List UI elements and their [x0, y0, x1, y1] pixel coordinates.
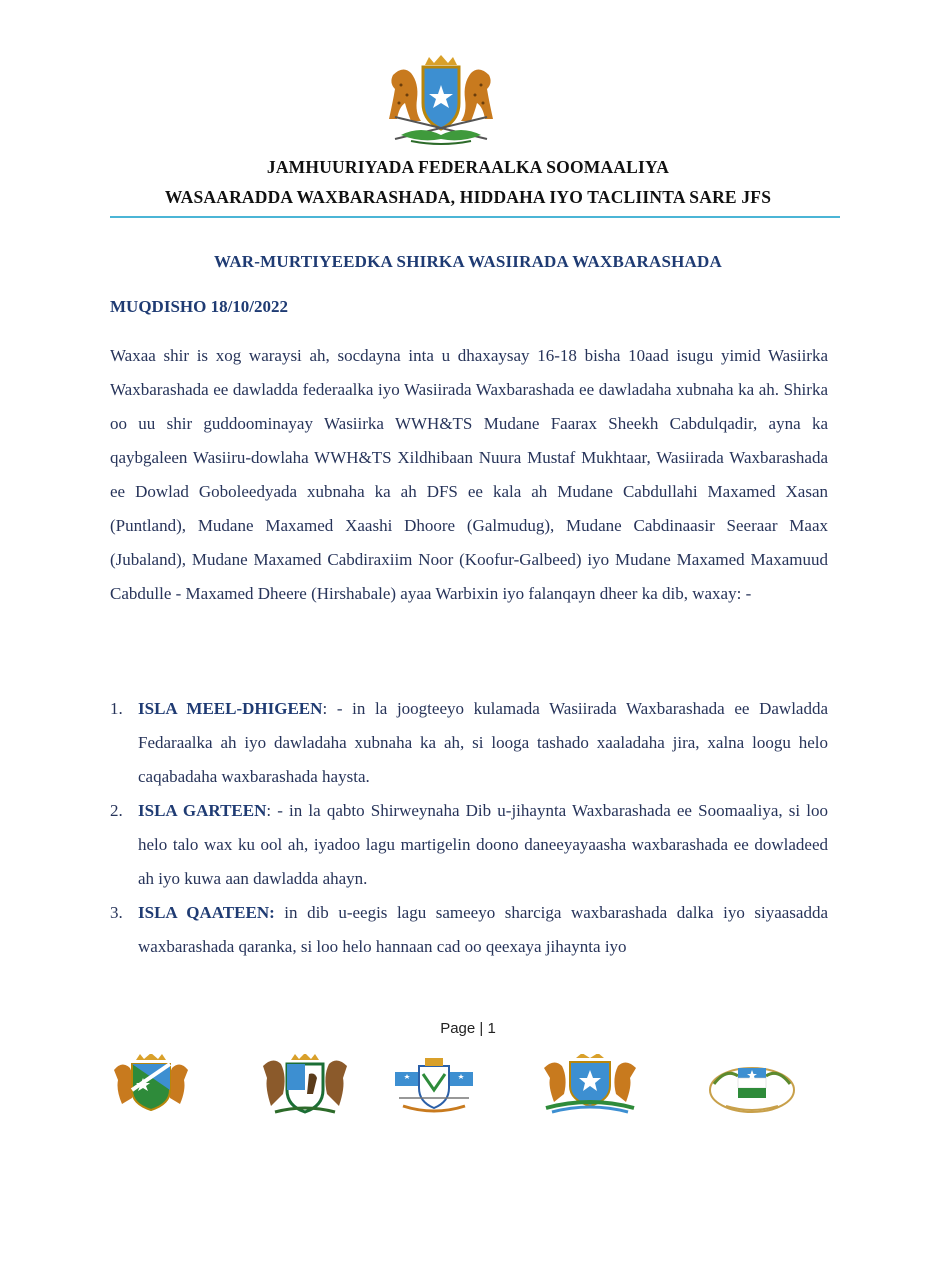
item-heading: ISLA GARTEEN — [138, 801, 267, 820]
header-divider — [110, 216, 840, 218]
galmudug-emblem-icon — [257, 1054, 353, 1116]
ministry-name-heading: WASAARADDA WAXBARASHADA, HIDDAHA IYO TACLIINTA SARE JFS — [164, 187, 772, 207]
resolutions-list — [110, 692, 828, 964]
puntland-emblem-icon — [706, 1054, 798, 1116]
item-number: 2. — [110, 801, 123, 820]
southwest-emblem-icon — [538, 1054, 642, 1116]
item-text: : - in la qabto Shirweynaha Dib u-jihaynta Waxbarashada ee Soomaaliya, si loo helo talo wax ku ool ah, iyadoo lagu martigelin doono daneeyayaasha waxbarashada ee dowladeed ah iyo kuwa aan dawladda ahayn. — [138, 801, 828, 888]
item-text: : - in la joogteeyo kulamada Wasiirada Waxbarashada ee Dawladda Fedaraalka ah iyo dawladaha xubnaha ka ah, si looga tashado xaaladaha jira, xalna loogu helo caqabadaha waxbarashada haysta. — [138, 699, 829, 786]
list-item — [110, 896, 828, 964]
item-number: 1. — [110, 699, 123, 718]
jubaland-emblem-icon — [110, 1054, 192, 1116]
list-item — [110, 692, 828, 794]
item-heading: ISLA QAATEEN: — [138, 903, 275, 922]
item-heading: ISLA MEEL-DHIGEEN — [138, 699, 323, 718]
item-number: 3. — [110, 903, 123, 922]
dateline: MUQDISHO 18/10/2022 — [110, 297, 289, 316]
ministry-country-heading: JAMHUURIYADA FEDERAALKA SOOMAALIYA — [266, 157, 670, 177]
page-number: Page | 1 — [440, 1020, 496, 1037]
item-text: in dib u-eegis lagu sameeyo sharciga waxbarashada dalka iyo siyaasadda waxbarashada qaranka, si loo helo hannaan cad oo qeexaya jihaynta iyo — [138, 903, 829, 956]
hirshabelle-emblem-icon — [393, 1054, 475, 1116]
intro-paragraph: Waxaa shir is xog waraysi ah, socdayna inta u dhaxaysay 16-18 bisha 10aad isugu yimid Wasiirka Waxbarashada ee dawladda federaalka iyo Wasiirada Waxbarashada ee dawladaha xubnaha ka ah. Shirka oo uu shir guddoominayay Wasiirka WWH&TS Mudane Faarax Sheekh Cabdulqadir, ayna ka qaybgaleen Wasiiru-dowlaha WWH&TS Xildhibaan Nuura Mustaf Mukhtaar, Wasiirada Waxbarashada ee Dowlad Goboleedyada xubnaha ka ah DFS ee kala ah Mudane Cabdullahi Maxamed Xasan (Puntland), Mudane Maxamed Xaashi Dhoore (Galmudug), Mudane Cabdinaasir Seeraar Maax (Jubaland), Mudane Maxamed Cabdiraxiim Noor (Koofur-Galbeed) iyo Mudane Maxamed Maxamuud Cabdulle - Maxamed Dheere (Hirshabale) ayaa Warbixin iyo falanqayn dheer ka dib, waxay: - — [110, 346, 828, 603]
list-item — [110, 794, 828, 896]
somalia-coat-of-arms-icon — [381, 55, 501, 147]
document-title: WAR-MURTIYEEDKA SHIRKA WASIIRADA WAXBARASHADA — [214, 252, 722, 271]
